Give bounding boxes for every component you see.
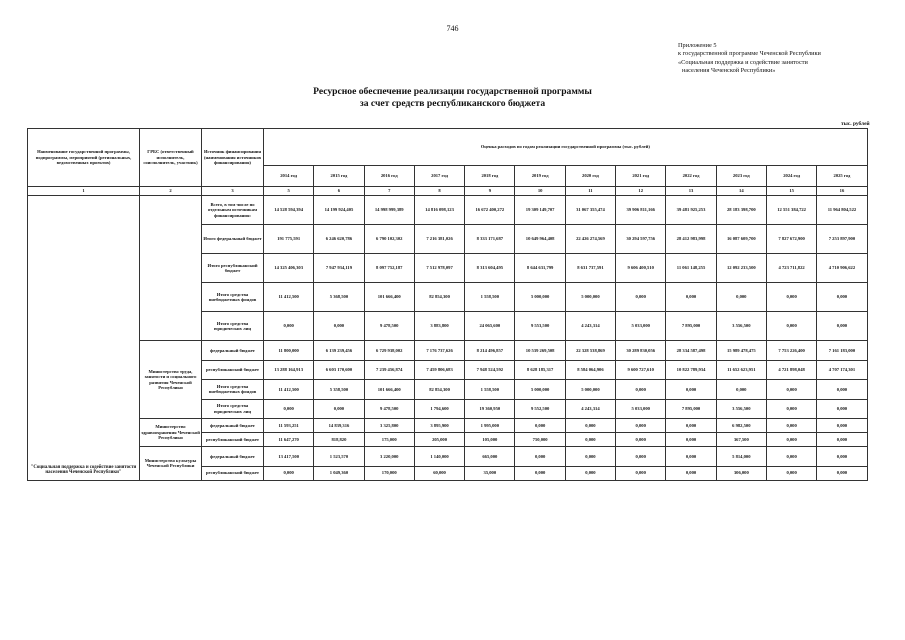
value-cell: 10 822 789,934 — [666, 360, 716, 380]
value-cell: 0,000 — [616, 466, 666, 480]
value-cell: 24 065,600 — [465, 312, 515, 341]
value-cell: 0,000 — [817, 433, 867, 447]
value-cell: 7 895,000 — [666, 399, 716, 419]
source-cell: федеральный бюджет — [202, 447, 264, 467]
value-cell: 9 552,500 — [515, 399, 565, 419]
value-cell: 0,000 — [264, 312, 314, 341]
value-cell: 0,000 — [766, 447, 816, 467]
value-cell: 82 854,300 — [414, 283, 464, 312]
value-cell: 7 161 183,000 — [817, 341, 867, 361]
value-cell: 12 551 384,722 — [766, 196, 816, 225]
value-cell: 0,000 — [565, 447, 615, 467]
value-cell: 7 253 897,900 — [817, 225, 867, 254]
source-cell: федеральный бюджет — [202, 341, 264, 361]
value-cell: 0,000 — [666, 466, 716, 480]
column-number: 10 — [515, 187, 565, 196]
value-cell: 11 412,500 — [264, 380, 314, 400]
value-cell: 8 214 496,857 — [465, 341, 515, 361]
value-cell: 6 246 620,786 — [314, 225, 364, 254]
value-cell: 5 033,000 — [616, 399, 666, 419]
value-cell: 0,000 — [666, 283, 716, 312]
value-cell: 4 707 174,301 — [817, 360, 867, 380]
value-cell: 0,000 — [666, 447, 716, 467]
source-cell: Итого республиканский бюджет — [202, 254, 264, 283]
resource-table — [27, 128, 868, 481]
column-number: 7 — [364, 187, 414, 196]
table-row — [28, 419, 868, 433]
value-cell: 14 325 406,303 — [264, 254, 314, 283]
value-cell: 750,000 — [515, 433, 565, 447]
value-cell: 0,000 — [716, 283, 766, 312]
value-cell: 8 097 752,187 — [364, 254, 414, 283]
source-cell: федеральный бюджет — [202, 419, 264, 433]
year-header: 2018 год — [465, 166, 515, 187]
value-cell: 0,000 — [666, 419, 716, 433]
value-cell: 4 721 898,048 — [766, 360, 816, 380]
value-cell: 8 584 064,906 — [565, 360, 615, 380]
value-cell: 9 553,500 — [515, 312, 565, 341]
value-cell: 0,000 — [515, 466, 565, 480]
column-number: 16 — [817, 187, 867, 196]
column-number: 6 — [314, 187, 364, 196]
value-cell: 19 309 149,707 — [515, 196, 565, 225]
unit-label: тыс. рублей — [841, 121, 870, 127]
value-cell: 205,000 — [414, 433, 464, 447]
value-cell: 0,000 — [616, 433, 666, 447]
column-number: 2 — [140, 187, 202, 196]
value-cell: 3 883,800 — [414, 312, 464, 341]
value-cell: 4 243,314 — [565, 399, 615, 419]
value-cell: 0,000 — [565, 433, 615, 447]
value-cell: 10 539 269,508 — [515, 341, 565, 361]
value-cell: 6 603 170,600 — [314, 360, 364, 380]
value-cell: 101 666,400 — [364, 283, 414, 312]
value-cell: 0,000 — [666, 433, 716, 447]
value-cell: 0,000 — [716, 380, 766, 400]
value-cell: 28 412 983,998 — [666, 225, 716, 254]
year-header: 2014 год — [264, 166, 314, 187]
value-cell: 0,000 — [565, 466, 615, 480]
value-cell: 1 140,000 — [414, 447, 464, 467]
value-cell: 30 294 597,756 — [616, 225, 666, 254]
agency-name: Министерство здравоохранения Чеченской Республики — [140, 419, 202, 447]
table-row — [28, 341, 868, 361]
value-cell: 9 478,500 — [364, 399, 414, 419]
value-cell: 16 087 609,700 — [716, 225, 766, 254]
value-cell: 191 775,591 — [264, 225, 314, 254]
value-cell: 16 672 400,272 — [465, 196, 515, 225]
value-cell: 14 839,316 — [314, 419, 364, 433]
value-cell: 11 800,000 — [264, 341, 314, 361]
column-number: 5 — [264, 187, 314, 196]
value-cell: 101 666,400 — [364, 380, 414, 400]
value-cell: 10 649 964,408 — [515, 225, 565, 254]
agency-name: Министерство культуры Чеченской Республики — [140, 447, 202, 481]
value-cell: 6 139 239,456 — [314, 341, 364, 361]
source-cell: Итого федеральный бюджет — [202, 225, 264, 254]
year-header: 2020 год — [565, 166, 615, 187]
value-cell: 8 313 604,495 — [465, 254, 515, 283]
value-cell: 1 558,500 — [465, 283, 515, 312]
value-cell: 8 628 185,317 — [515, 360, 565, 380]
value-cell: 4 710 906,622 — [817, 254, 867, 283]
value-cell: 175,000 — [364, 433, 414, 447]
value-cell: 0,000 — [515, 447, 565, 467]
value-cell: 39 481 925,253 — [666, 196, 716, 225]
source-cell: республиканский бюджет — [202, 466, 264, 480]
value-cell: 8 644 631,799 — [515, 254, 565, 283]
value-cell: 30 289 830,056 — [616, 341, 666, 361]
column-number: 9 — [465, 187, 515, 196]
value-cell: 7 947 934,119 — [314, 254, 364, 283]
page-number: 746 — [446, 24, 459, 33]
header-program: Наименование государственной программы, подпрограммы, мероприятий (региональных, ведомственных проектов) — [28, 129, 140, 187]
year-header: 2022 год — [666, 166, 716, 187]
column-number: 14 — [716, 187, 766, 196]
value-cell: 11 061 148,255 — [666, 254, 716, 283]
value-cell: 8 333 171,687 — [465, 225, 515, 254]
value-cell: 13 288 164,913 — [264, 360, 314, 380]
value-cell: 14 528 594,394 — [264, 196, 314, 225]
source-cell: Итого средства внебюджетных фондов — [202, 380, 264, 400]
value-cell: 82 854,300 — [414, 380, 464, 400]
title-line: Ресурсное обеспечение реализации государственной программы — [313, 86, 592, 97]
value-cell: 0,000 — [817, 283, 867, 312]
value-cell: 0,000 — [817, 380, 867, 400]
value-cell: 0,000 — [515, 419, 565, 433]
value-cell: 7 948 524,592 — [465, 360, 515, 380]
value-cell: 9 606 400,510 — [616, 254, 666, 283]
value-cell: 0,000 — [817, 419, 867, 433]
value-cell: 11 652 623,951 — [716, 360, 766, 380]
value-cell: 1 049,360 — [314, 466, 364, 480]
year-header: 2019 год — [515, 166, 565, 187]
year-header: 2025 год — [817, 166, 867, 187]
appendix-note — [678, 42, 821, 76]
year-header: 2015 год — [314, 166, 364, 187]
value-cell: 7 176 737,626 — [414, 341, 464, 361]
source-cell: Итого средства юридических лиц — [202, 399, 264, 419]
column-number: 11 — [565, 187, 615, 196]
value-cell: 60,000 — [414, 466, 464, 480]
column-number: 1 — [28, 187, 140, 196]
value-cell: 0,000 — [766, 433, 816, 447]
value-cell: 7 459 806,683 — [414, 360, 464, 380]
value-cell: 19 360,950 — [465, 399, 515, 419]
value-cell: 0,000 — [264, 399, 314, 419]
value-cell: 1 794,600 — [414, 399, 464, 419]
value-cell: 9 478,500 — [364, 312, 414, 341]
value-cell: 5 368,500 — [314, 283, 364, 312]
value-cell: 0,000 — [766, 399, 816, 419]
value-cell: 0,000 — [817, 466, 867, 480]
value-cell: 13 417,500 — [264, 447, 314, 467]
agency-name: Министерство труда, занятости и социального развития Чеченской Республики — [140, 341, 202, 419]
value-cell: 0,000 — [314, 399, 364, 419]
value-cell: 5 033,000 — [616, 312, 666, 341]
value-cell: 0,000 — [666, 380, 716, 400]
value-cell: 12 092 233,500 — [716, 254, 766, 283]
value-cell: 0,000 — [817, 399, 867, 419]
value-cell: 6 790 102,302 — [364, 225, 414, 254]
value-cell: 31 067 355,474 — [565, 196, 615, 225]
value-cell: 6 729 938,002 — [364, 341, 414, 361]
document-title — [0, 86, 905, 109]
value-cell: 7 216 381,026 — [414, 225, 464, 254]
value-cell: 0,000 — [616, 380, 666, 400]
value-cell: 170,000 — [364, 466, 414, 480]
value-cell: 22 328 538,869 — [565, 341, 615, 361]
value-cell: 0,000 — [616, 419, 666, 433]
value-cell: 35,000 — [465, 466, 515, 480]
value-cell: 7 895,000 — [666, 312, 716, 341]
value-cell: 7 239 456,874 — [364, 360, 414, 380]
value-cell: 0,000 — [616, 283, 666, 312]
source-cell: Всего, в том числе по отдельным источникам финансирования: — [202, 196, 264, 225]
year-header: 2016 год — [364, 166, 414, 187]
value-cell: 9 600 727,610 — [616, 360, 666, 380]
value-cell: 3 556,500 — [716, 312, 766, 341]
value-cell: 5 000,000 — [565, 380, 615, 400]
value-cell: 7 827 672,900 — [766, 225, 816, 254]
value-cell: 5 358,500 — [314, 380, 364, 400]
value-cell: 7 753 226,400 — [766, 341, 816, 361]
value-cell: 5 000,000 — [515, 283, 565, 312]
value-cell: 0,000 — [565, 419, 615, 433]
program-name: "Социальная поддержка и содействие занятости населения Чеченской Республики" — [28, 196, 140, 481]
value-cell: 3 325,800 — [364, 419, 414, 433]
table-row — [28, 447, 868, 467]
value-cell: 5 000,000 — [565, 283, 615, 312]
appendix-line: «Социальная поддержка и содействие занятости — [678, 58, 808, 66]
year-header: 2023 год — [716, 166, 766, 187]
value-cell: 1 523,570 — [314, 447, 364, 467]
source-cell: республиканский бюджет — [202, 433, 264, 447]
value-cell: 28 183 398,700 — [716, 196, 766, 225]
value-cell: 0,000 — [766, 466, 816, 480]
value-cell: 0,000 — [314, 312, 364, 341]
source-cell: Итого средства внебюджетных фондов — [202, 283, 264, 312]
value-cell: 367,500 — [716, 433, 766, 447]
value-cell: 39 906 811,166 — [616, 196, 666, 225]
value-cell: 4 243,314 — [565, 312, 615, 341]
appendix-line: к государственной программе Чеченской Республики — [678, 50, 821, 58]
header-grbs: ГРБС (ответственный исполнитель, соисполнитель, участник) — [140, 129, 202, 187]
title-line: за счет средств республиканского бюджета — [359, 97, 546, 109]
value-cell: 11 593,251 — [264, 419, 314, 433]
value-cell: 0,000 — [817, 447, 867, 467]
header-estimate: Оценка расходов по годам реализации государственной программы (тыс. рублей) — [264, 129, 868, 166]
value-cell: 1 995,000 — [465, 419, 515, 433]
value-cell: 4 723 711,822 — [766, 254, 816, 283]
value-cell: 3 220,000 — [364, 447, 414, 467]
value-cell: 665,000 — [465, 447, 515, 467]
value-cell: 0,000 — [264, 466, 314, 480]
value-cell: 7 512 978,097 — [414, 254, 464, 283]
column-number: 13 — [666, 187, 716, 196]
value-cell: 0,000 — [766, 380, 816, 400]
column-number: 12 — [616, 187, 666, 196]
source-cell: Итого средства юридических лиц — [202, 312, 264, 341]
value-cell: 0,000 — [817, 312, 867, 341]
value-cell: 0,000 — [616, 447, 666, 467]
value-cell: 3 895,900 — [414, 419, 464, 433]
value-cell: 14 998 999,389 — [364, 196, 414, 225]
year-header: 2024 год — [766, 166, 816, 187]
table-row — [28, 196, 868, 225]
value-cell: 306,000 — [716, 466, 766, 480]
column-number: 15 — [766, 187, 816, 196]
value-cell: 11 412,500 — [264, 283, 314, 312]
year-header: 2021 год — [616, 166, 666, 187]
value-cell: 818,820 — [314, 433, 364, 447]
value-cell: 5 814,000 — [716, 447, 766, 467]
value-cell: 14 199 924,405 — [314, 196, 364, 225]
value-cell: 15 989 478,475 — [716, 341, 766, 361]
value-cell: 11 647,270 — [264, 433, 314, 447]
value-cell: 11 964 804,522 — [817, 196, 867, 225]
appendix-line: населения Чеченской Республики» — [682, 67, 776, 75]
column-number: 8 — [414, 187, 464, 196]
value-cell: 1 558,500 — [465, 380, 515, 400]
value-cell: 0,000 — [766, 283, 816, 312]
value-cell: 0,000 — [766, 312, 816, 341]
column-number: 3 — [202, 187, 264, 196]
value-cell: 105,000 — [465, 433, 515, 447]
value-cell: 5 000,000 — [515, 380, 565, 400]
value-cell: 3 556,500 — [716, 399, 766, 419]
value-cell: 0,000 — [766, 419, 816, 433]
value-cell: 22 426 274,569 — [565, 225, 615, 254]
value-cell: 14 816 098,123 — [414, 196, 464, 225]
source-cell: республиканский бюджет — [202, 360, 264, 380]
value-cell: 28 334 587,498 — [666, 341, 716, 361]
appendix-line: Приложение 5 — [678, 42, 717, 49]
year-header: 2017 год — [414, 166, 464, 187]
value-cell: 8 631 737,591 — [565, 254, 615, 283]
header-source: Источник финансирования (наименования источников финансирования) — [202, 129, 264, 187]
value-cell: 6 982,500 — [716, 419, 766, 433]
grbs-empty — [140, 196, 202, 341]
